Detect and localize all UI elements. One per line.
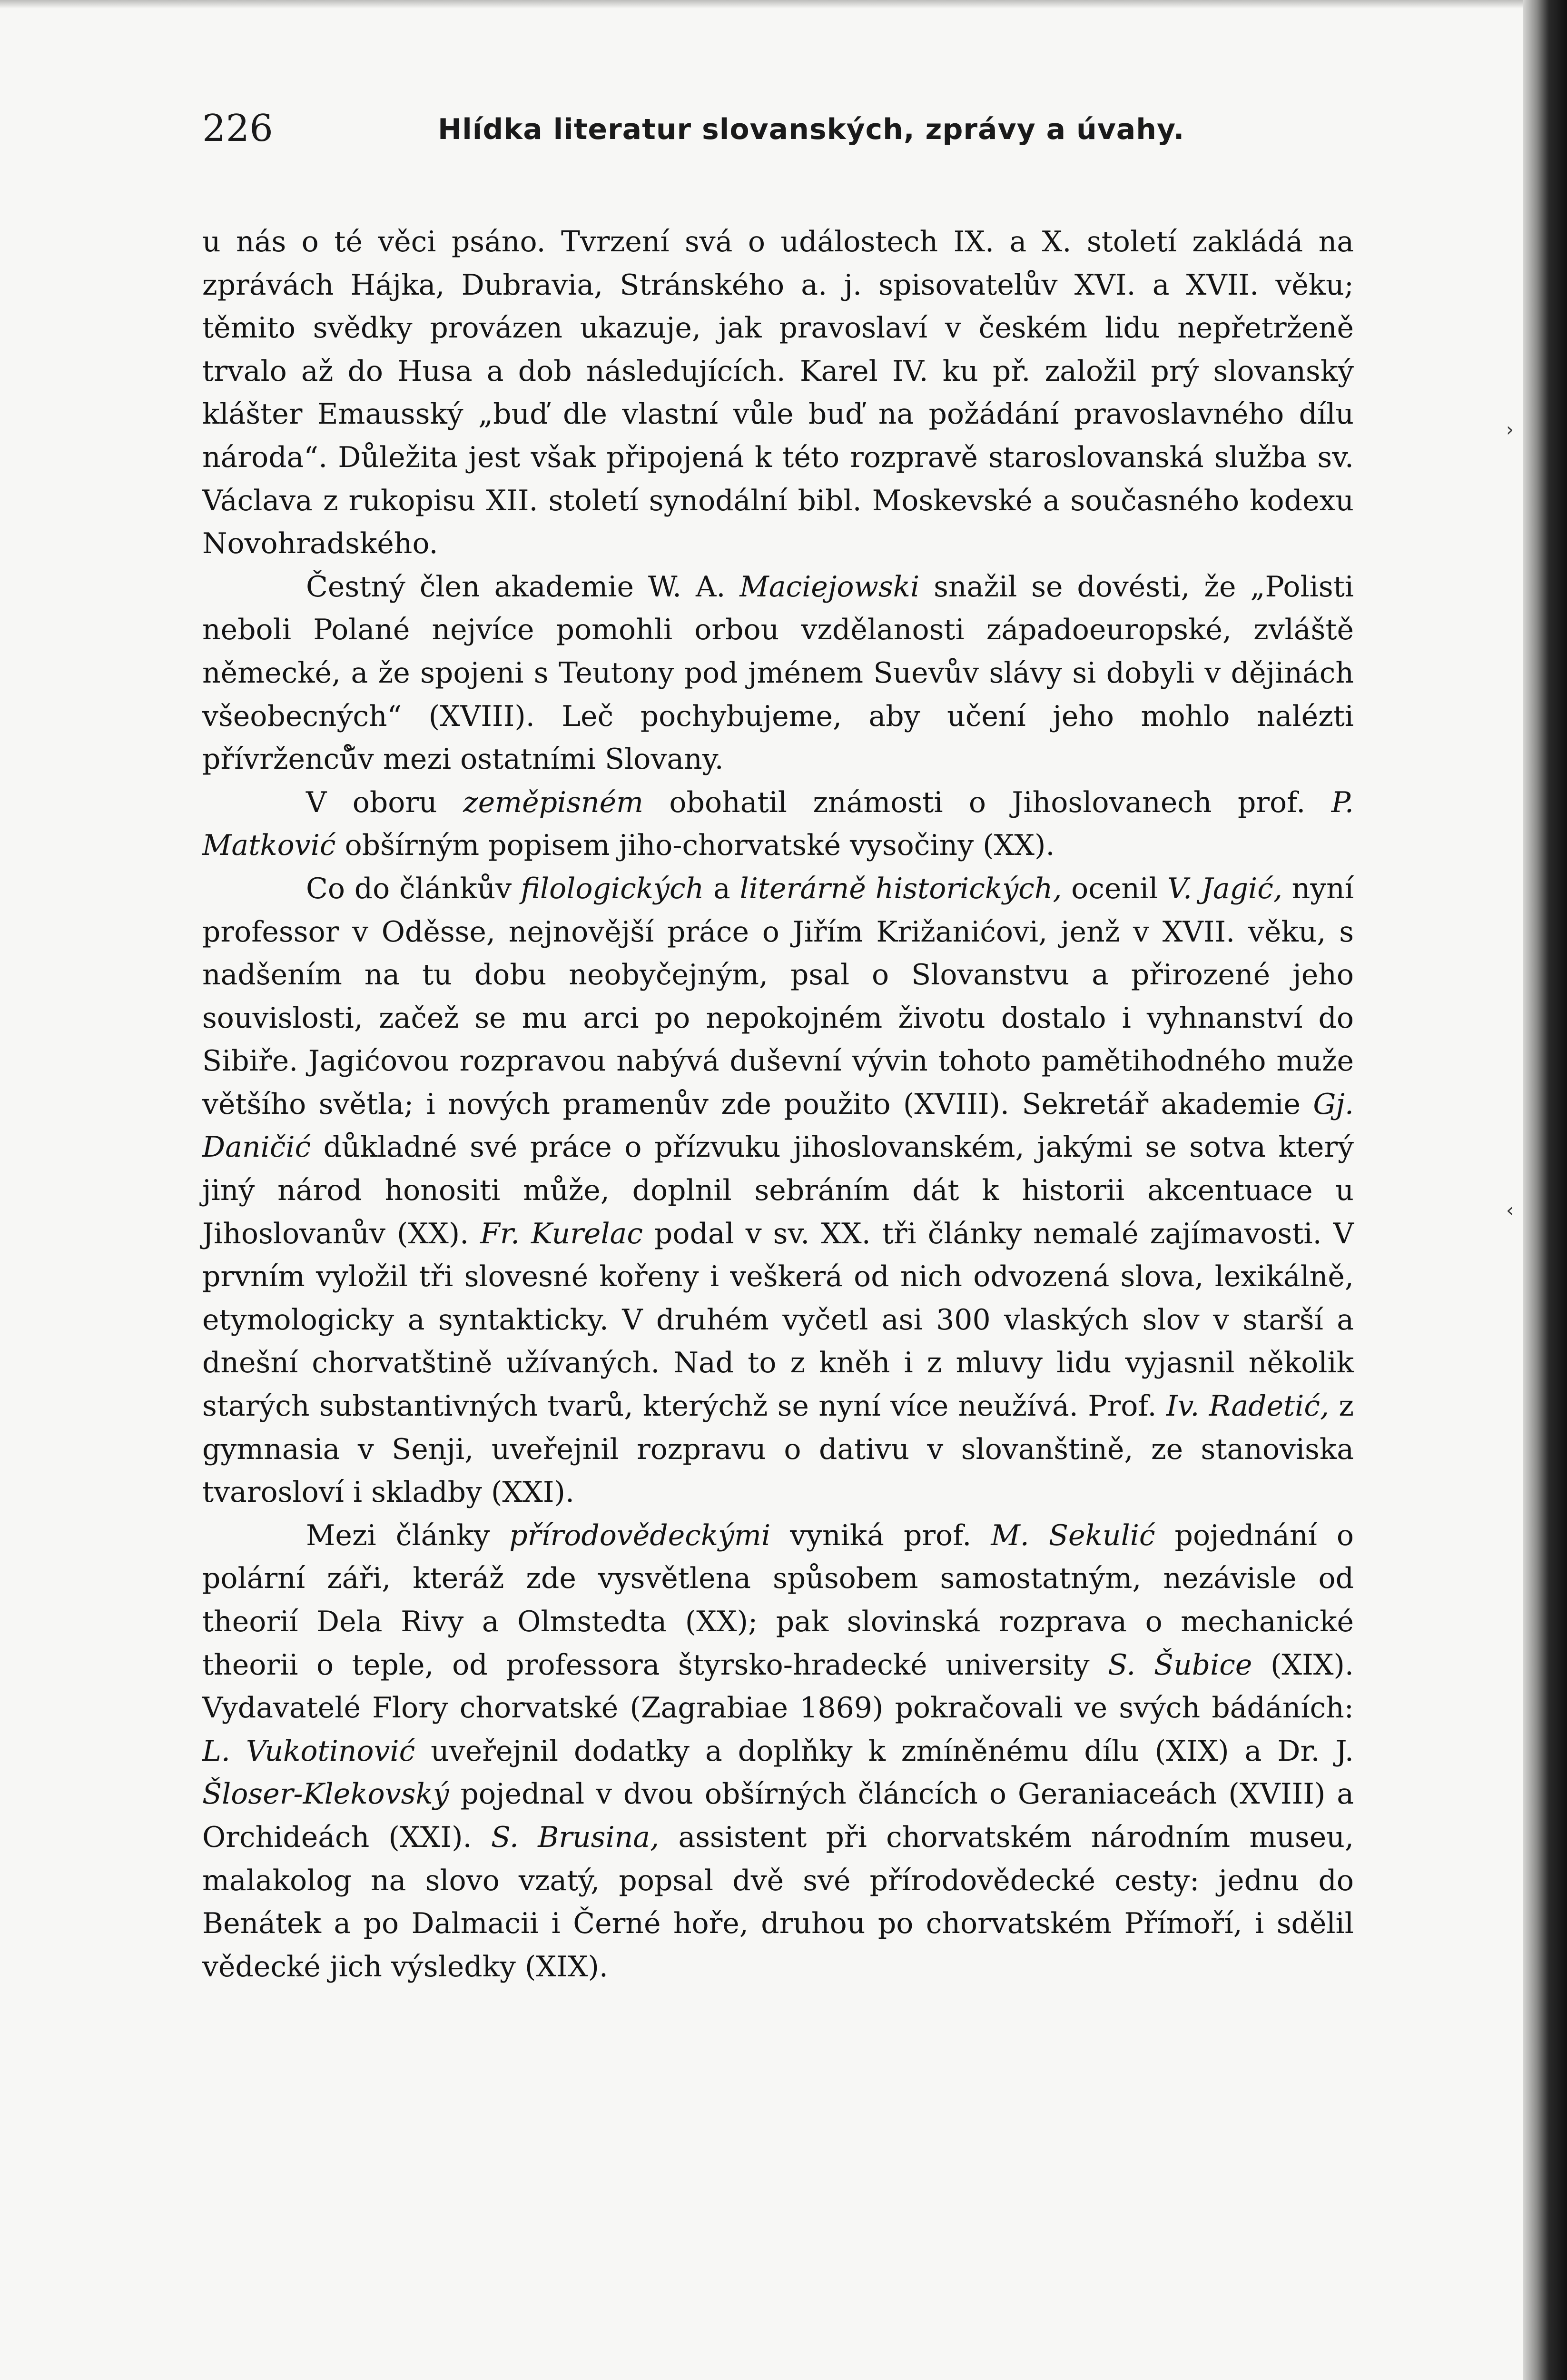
page-content bbox=[202, 102, 1354, 1988]
italic-name-run: L. Vukotinović bbox=[202, 1734, 415, 1768]
italic-name-run: S. Brusina, bbox=[491, 1820, 660, 1854]
text-run: uveřejnil dodatky a doplňky k zmíněnému dílu (XIX) a Dr. J. bbox=[415, 1734, 1354, 1768]
paragraph bbox=[202, 565, 1354, 781]
body-text bbox=[202, 220, 1354, 1988]
text-run: a bbox=[704, 872, 740, 905]
margin-mark-right-lower: ‹ bbox=[1506, 1200, 1514, 1221]
text-run: assistent při chorvatském národním museu, malakolog na slovo vzatý, popsal dvě své přírodovědecké cesty: jednu do Benátek a po Dalmacii i Černé hoře, druhou po chorvatském Přímoří, i sdělil vědecké jich výsledky (XIX). bbox=[202, 1820, 1354, 1983]
italic-name-run: zeměpisném bbox=[463, 785, 644, 819]
text-run: pojednal v dvou obšírných článcích o Geraniaceách (XVIII) a Orchideách (XXI). bbox=[202, 1777, 1354, 1854]
italic-name-run: Šloser-Klekovský bbox=[202, 1777, 449, 1811]
italic-name-run: Maciejowski bbox=[739, 570, 920, 604]
scan-top-shadow bbox=[0, 0, 1523, 9]
italic-name-run: S. Šubice bbox=[1108, 1648, 1252, 1682]
text-run: vyniká prof. bbox=[770, 1518, 991, 1552]
text-run: ocenil bbox=[1062, 872, 1168, 905]
text-run: (XIX). Vydavatelé Flory chorvatské (Zagrabiae 1869) pokračovali ve svých bádáních: bbox=[202, 1648, 1354, 1725]
text-run: Co do článkův bbox=[306, 872, 521, 905]
paragraph bbox=[202, 867, 1354, 1514]
italic-name-run: V. Jagić, bbox=[1167, 872, 1282, 905]
italic-name-run: Iv. Radetić, bbox=[1166, 1389, 1330, 1423]
italic-name-run: Fr. Kurelac bbox=[480, 1217, 643, 1250]
text-run: snažil se dovésti, že „Polisti neboli Polané nejvíce pomohli orbou vzdělanosti západoeuropské, zvláště německé, a že spojeni s Teutony pod jménem Suevův slávy si dobyli v dějinách všeobecných“ (XVIII). Leč pochybujeme, aby učení jeho mohlo nalézti přívrženců̆v mezi ostatními Slovany. bbox=[202, 570, 1354, 776]
text-run: důkladné své práce o přízvuku jihoslovanském, jakými se sotva který jiný národ honositi může, doplnil sebráním dát k historii akcentuace u Jihoslovanův (XX). bbox=[202, 1130, 1354, 1250]
paragraph bbox=[202, 220, 1354, 565]
italic-name-run: filologických bbox=[521, 872, 704, 905]
italic-name-run: P. Matković bbox=[202, 785, 1354, 863]
text-run: obohatil známosti o Jihoslovanech prof. bbox=[643, 785, 1331, 819]
paragraph bbox=[202, 1514, 1354, 1989]
text-run: V oboru bbox=[306, 785, 463, 819]
italic-name-run: M. Sekulić bbox=[991, 1518, 1155, 1552]
italic-name-run: literárně historických, bbox=[739, 872, 1062, 905]
italic-name-run: Gj. Daničić bbox=[202, 1087, 1354, 1164]
running-head bbox=[202, 102, 1354, 159]
scan-right-edge bbox=[1523, 0, 1567, 2380]
text-run: Čestný člen akademie W. A. bbox=[306, 570, 740, 604]
paragraph bbox=[202, 781, 1354, 867]
text-run: nyní professor v Oděsse, nejnovější práce o Jiřím Križanićovi, jenž v XVII. věku, s nadšením na tu dobu neobyčejným, psal o Slovanstvu a přirozené jeho souvislosti, začež se mu arci po nepokojném životu dostalo i vyhnanství do Sibiře. Jagićovou rozpravou nabývá duševní vývin tohoto pamětihodného muže většího světla; i nových pramenův zde použito (XVIII). Sekretář akademie bbox=[202, 872, 1354, 1121]
text-run: z gymnasia v Senji, uveřejnil rozpravu o dativu v slovanštině, ze stanoviska tvarosloví i skladby (XXI). bbox=[202, 1389, 1354, 1509]
text-run: u nás o té věci psáno. Tvrzení svá o událostech IX. a X. století zakládá na zprávách Hájka, Dubravia, Stránského a. j. spisovatelův XVI. a XVII. věku; těmito svědky provázen ukazuje, jak pravoslaví v českém lidu nepřetrženě trvalo až do Husa a dob následujících. Karel IV. ku př. založil prý slovanský klášter Emausský „buď dle vlastní vůle buď na požádání pravoslavného dílu národa“. Důležita jest však připojená k této rozpravě staroslovanská služba sv. Václava z rukopisu XII. století synodální bibl. Moskevské a současného kodexu Novohradského. bbox=[202, 225, 1354, 561]
italic-name-run: přírodovědeckými bbox=[509, 1518, 771, 1552]
text-run: Mezi články bbox=[306, 1518, 510, 1552]
text-run: pojednání o polární záři, kteráž zde vysvětlena spůsobem samostatným, nezávisle od theorií Dela Rivy a Olmstedta (XX); pak slovinská rozprava o mechanické theorii o teple, od professora štyrsko-hradecké university bbox=[202, 1518, 1354, 1682]
page-number: 226 bbox=[202, 107, 273, 150]
running-head-title: Hlídka literatur slovanských, zprávy a úvahy. bbox=[438, 113, 1185, 146]
text-run: obšírným popisem jiho-chorvatské vysočiny (XX). bbox=[335, 829, 1055, 863]
text-run: podal v sv. XX. tři články nemalé zajímavosti. V prvním vyložil tři slovesné kořeny i veškerá od nich odvozená slova, lexikálně, etymologicky a syntakticky. V druhém vyčetl asi 300 vlaských slov v starší a dnešní chorvatštině užívaných. Nad to z kněh i z mluvy lidu vyjasnil několik starých substantivných tvarů, kterýchž se nyní více neužívá. Prof. bbox=[202, 1217, 1354, 1423]
margin-mark-right: › bbox=[1506, 419, 1514, 441]
